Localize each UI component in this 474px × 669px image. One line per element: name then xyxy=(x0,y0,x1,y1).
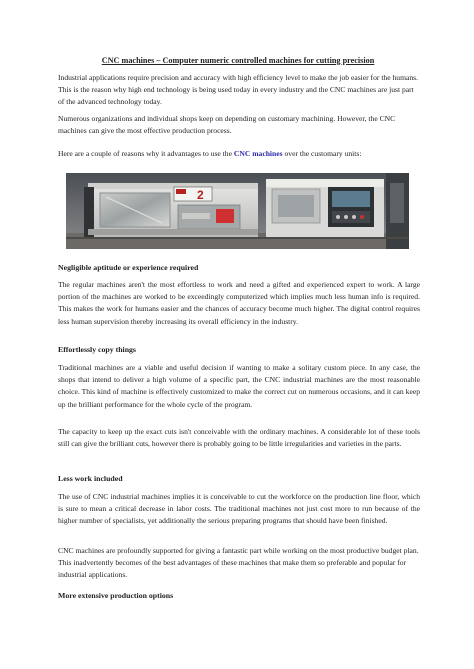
cnc-machine-photo xyxy=(66,173,409,249)
intro-paragraph-2: Numerous organizations and individual shops keep on depending on customary machining. However, the CNC machines can give the most effective production process. xyxy=(58,114,396,136)
section-heading-3: Less work included xyxy=(58,474,123,483)
intro-text-before-link: Here are a couple of reasons why it advantages to use the xyxy=(58,149,234,158)
intro-paragraph-3 xyxy=(58,148,420,160)
intro-paragraph-1: Industrial applications require precision and accuracy with high efficiency level to make the job easier for the humans. This is the reason why high end technology is being used today in every industry and the CNC machines are just part of the advanced technology today. xyxy=(58,73,419,107)
section-1-paragraph-1: The regular machines aren't the most effortless to work and need a gifted and experienced expert to work. A large portion of the machines are worked to be exceedingly computerized which implies much less human info is required. This makes the work for humans easier and the chances of accuracy become much higher. The digital control requires less human supervision thereby increasing its overall efficiency in the industry. xyxy=(58,280,420,326)
section-2-paragraph-2: The capacity to keep up the exact cuts isn't conceivable with the ordinary machines. A considerable lot of these tools still can give the brilliant cuts, however there is probably going to be little irregularities and varieties in the parts. xyxy=(58,427,420,449)
section-2-paragraph-1: Traditional machines are a viable and useful decision if wanting to make a solitary custom piece. In any case, the shops that intend to deliver a high volume of a specific part, the CNC industrial machines are the most reasonable choice. This kind of machine is effectively customized to make the correct cut on numerous occasions, and it can keep up the brilliant performance for the whole cycle of the program. xyxy=(58,363,420,409)
section-3-paragraph-2: CNC machines are profoundly supported for giving a fantastic part while working on the most productive budget plan. This inadvertently becomes of the best advantages of these machines that make them so preferable and popular for industrial applications. xyxy=(58,546,419,580)
intro-text-after-link: over the customary units: xyxy=(282,149,362,158)
section-heading-1: Negligible aptitude or experience required xyxy=(58,263,199,272)
section-3-paragraph-1: The use of CNC industrial machines implies it is conceivable to cut the workforce on the production line floor, which is sure to mean a critical decrease in labor costs. The traditional machines not just cost more to run because of the higher number of specialists, yet additionally the serious preparing programs that should have been finished. xyxy=(58,492,420,526)
document-title: CNC machines – Computer numeric controlled machines for cutting precision xyxy=(101,56,375,65)
cnc-machines-link[interactable]: CNC machines xyxy=(233,149,283,158)
machine-number-label: 2 xyxy=(197,188,204,202)
section-heading-4: More extensive production options xyxy=(58,591,174,600)
section-heading-2: Effortlessly copy things xyxy=(58,345,136,354)
